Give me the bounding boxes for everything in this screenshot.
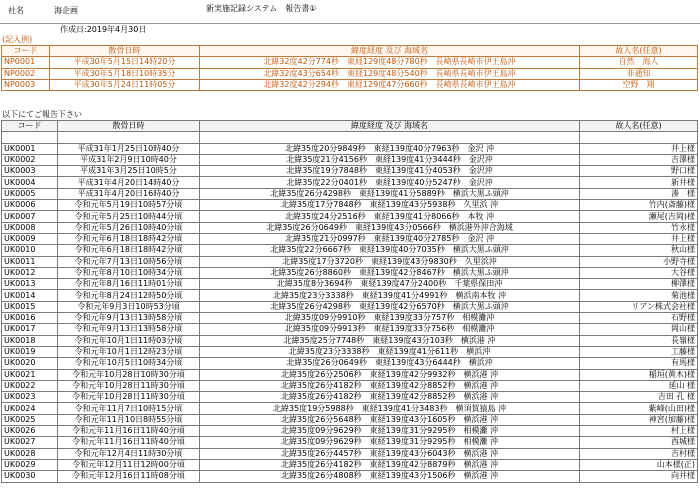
example-cell-code: NP0002 [2,68,50,79]
example-cell-location: 北緯32度42分774秒 東経129度48分780秒 長崎県長崎市伊王島沖 [200,57,580,68]
report-cell-code: UK0018 [2,335,58,346]
report-cell-location: 北緯35度20分9849秒 東経139度40分7963秒 金沢 沖 [200,143,580,154]
report-cell-location: 北緯35度23分3338秒 東経139度41分611秒 横浜沖 [200,346,580,357]
example-cell-code: NP0001 [2,57,50,68]
report-cell-datetime: 令和元年10月1日12時23分頃 [58,346,200,357]
report-row [2,346,698,357]
report-row [2,211,698,222]
report-cell-name: 竹永様 [580,222,698,233]
report-table [1,120,698,483]
report-cell-code: UK0004 [2,177,58,188]
report-cell-name: 竹内(斎藤)様 [580,200,698,211]
report-cell-datetime: 令和元年10月28日11時30分頃 [58,392,200,403]
report-cell-datetime: 令和元年9月3日10時53分頃 [58,301,200,312]
example-table [1,45,698,91]
report-cell-location: 北緯35度26分4808秒 東経139度43分1506秒 横浜港 沖 [200,471,580,482]
report-row [2,245,698,256]
report-cell-name: 長嶺様 [580,335,698,346]
report-cell-location: 北緯35度26分5648秒 東経139度43分1605秒 横浜港 沖 [200,414,580,425]
report-cell-location: 北緯35度24分2516秒 東経139度41分8066秒 本牧 沖 [200,211,580,222]
report-row [2,267,698,278]
example-section-label: (記入例) [2,35,33,45]
report-cell-code: UK0021 [2,369,58,380]
report-cell-datetime: 令和元年9月13日13時58分頃 [58,324,200,335]
report-cell-location: 北緯35度19分5988秒 東経139度41分3483秒 横須賀猿島 沖 [200,403,580,414]
created-date: 作成日:2019年4月30日 [60,25,147,34]
example-row [2,57,698,68]
report-cell-code: UK0011 [2,256,58,267]
report-cell-code: UK0027 [2,437,58,448]
report-cell-location: 北緯35度19分7848秒 東経139度41分4053秒 金沢沖 [200,166,580,177]
report-cell-location: 北緯35度26分4298秒 東経139度41分5889秒 横浜大黒ふ頭沖 [200,188,580,199]
report-row [2,233,698,244]
example-col-code: コード [2,46,50,57]
report-row [2,200,698,211]
example-cell-datetime: 平成30年5月24日11時05分 [50,79,200,90]
report-cell-location: 北緯35度09分9913秒 東経139度33分756秒 相模灘沖 [200,324,580,335]
report-cell-code: UK0013 [2,279,58,290]
report-cell-code: UK0028 [2,448,58,459]
report-cell-code: UK0017 [2,324,58,335]
report-row [2,414,698,425]
report-cell-name: 井上様 [580,143,698,154]
report-row [2,426,698,437]
report-cell-datetime: 令和元年7月13日10時56分頃 [58,256,200,267]
report-cell-location: 北緯35度26分4182秒 東経139度42分8852秒 横浜港 沖 [200,392,580,403]
report-cell-datetime: 令和元年12月16日11時08分頃 [58,471,200,482]
report-row [2,380,698,391]
report-cell-name: 小野寺様 [580,256,698,267]
system-title: 新実施記録システム 報告書① [206,4,317,13]
report-cell-name: 向井様 [580,471,698,482]
example-col-location: 緯度経度 及び 海域名 [200,46,580,57]
report-cell-name: 延山 様 [580,380,698,391]
report-cell-name: 瀬尾(吉岡)様 [580,211,698,222]
report-row [2,222,698,233]
report-cell-code: UK0023 [2,392,58,403]
report-cell-name: リアン株式会社様 [580,301,698,312]
report-cell-name: 岡山様 [580,324,698,335]
report-cell-name: 紫峰(山田)様 [580,403,698,414]
example-cell-code: NP0003 [2,79,50,90]
report-cell-datetime: 平成31年1月25日10時40分 [58,143,200,154]
report-cell-name: 神宮(加藤)様 [580,414,698,425]
report-cell-location: 北緯35度09分9910秒 東経139度33分757秒 相模灘沖 [200,313,580,324]
report-row [2,358,698,369]
report-cell-datetime: 平成31年4月20日16時40分 [58,188,200,199]
report-cell-name: 工藤様 [580,346,698,357]
report-cell-code: UK0024 [2,403,58,414]
report-cell-datetime: 令和元年8月16日11時01分頃 [58,279,200,290]
report-row [2,166,698,177]
report-cell-datetime: 令和元年8月24日12時50分頃 [58,290,200,301]
report-cell-datetime: 令和元年10月5日10時34分頃 [58,358,200,369]
report-col-code: コード [2,121,58,132]
report-cell-code: UK0020 [2,358,58,369]
report-cell-location: 北緯35度8分3694秒 東経139度47分2400秒 千葉県保田沖 [200,279,580,290]
report-cell-name: 山本様(正) [580,459,698,470]
example-col-datetime: 散骨日時 [50,46,200,57]
report-cell-code: UK0006 [2,200,58,211]
report-col-location: 緯度経度 及び 海域名 [200,121,580,132]
report-cell-code: UK0030 [2,471,58,482]
report-header-row [2,121,698,132]
report-cell-location: 北緯35度21分0997秒 東経139度40分2785秒 金沢 沖 [200,233,580,244]
report-cell-code: UK0022 [2,380,58,391]
report-cell-location: 北緯35度25分7748秒 東経139度43分103秒 横浜港 沖 [200,335,580,346]
report-cell-code: UK0015 [2,301,58,312]
report-cell-datetime: 令和元年12月11日12時00分頃 [58,459,200,470]
example-cell-name: 自然 海人 [580,57,698,68]
report-cell-code: UK0026 [2,426,58,437]
example-cell-name: 非通知 [580,68,698,79]
report-cell-datetime: 令和元年11月7日10時15分頃 [58,403,200,414]
report-cell-datetime: 令和元年5月25日10時44分頃 [58,211,200,222]
report-cell-location: 北緯35度26分0649秒 東経139度43分6444秒 横浜沖 [200,358,580,369]
report-cell-datetime: 平成31年2月9日10時40分 [58,154,200,165]
report-row [2,369,698,380]
report-cell-name: 湊 様 [580,188,698,199]
report-cell-name: 村上様 [580,426,698,437]
report-cell-code: UK0016 [2,313,58,324]
report-row [2,188,698,199]
report-cell-name: 柳澤様 [580,279,698,290]
report-row [2,290,698,301]
report-cell-code: UK0009 [2,233,58,244]
company-label: 社名 [8,6,24,15]
report-row [2,392,698,403]
report-cell-datetime: 令和元年5月26日10時40分頃 [58,222,200,233]
report-cell-datetime: 令和元年5月19日10時57分頃 [58,200,200,211]
report-cell-datetime: 令和元年6月18日18時42分頃 [58,245,200,256]
report-cell-name: 吉澤様 [580,154,698,165]
report-cell-location: 北緯35度09分9629秒 東経139度31分9295秒 相模灘 沖 [200,426,580,437]
report-cell-location: 北緯35度22分6667秒 東経139度40分7035秒 横浜大黒ふ頭沖 [200,245,580,256]
report-section-label: 以下にてご報告下さい [2,110,82,119]
report-cell-name: 西城様 [580,437,698,448]
report-cell-location: 北緯35度22分0401秒 東経139度40分5247秒 金沢沖 [200,177,580,188]
report-row [2,279,698,290]
example-cell-datetime: 平成30年5月15日14時20分 [50,57,200,68]
report-spacer-row [2,132,698,143]
example-cell-location: 北緯32度42分294秒 東経129度47分660秒 長崎県長崎市伊王島沖 [200,79,580,90]
example-cell-datetime: 平成30年5月18日10時35分 [50,68,200,79]
report-cell-datetime: 令和元年10月1日11時03分頃 [58,335,200,346]
report-cell-code: UK0025 [2,414,58,425]
report-cell-datetime: 令和元年11月16日11時40分頃 [58,437,200,448]
report-row [2,459,698,470]
report-row [2,403,698,414]
example-row [2,68,698,79]
report-cell-datetime: 令和元年10月28日11時30分頃 [58,380,200,391]
report-cell-location: 北緯35度26分8860秒 東経139度42分8467秒 横浜大黒ふ頭沖 [200,267,580,278]
report-cell-location: 北緯35度17分7848秒 東経139度43分5938秒 久里浜 沖 [200,200,580,211]
report-cell-name: 吉村様 [580,448,698,459]
report-cell-location: 北緯35度26分4182秒 東経139度42分8879秒 横浜港 沖 [200,459,580,470]
example-row [2,79,698,90]
report-cell-location: 北緯35度26分0649秒 東経139度43分0566秒 横浜港外沖合海域 [200,222,580,233]
report-cell-name: 秋山様 [580,245,698,256]
report-row [2,324,698,335]
report-col-name: 故人名(任意) [580,121,698,132]
report-cell-name: 吉田 孔 様 [580,392,698,403]
report-cell-datetime: 令和元年12月4日11時30分頃 [58,448,200,459]
report-cell-datetime: 令和元年8月10日10時34分頃 [58,267,200,278]
report-cell-datetime: 令和元年11月10日8時55分頃 [58,414,200,425]
example-cell-location: 北緯32度43分654秒 東経129度48分540秒 長崎県長崎市伊王島沖 [200,68,580,79]
report-cell-datetime: 令和元年9月13日13時58分頃 [58,313,200,324]
report-cell-name: 新井様 [580,177,698,188]
report-cell-location: 北緯35度26分4182秒 東経139度42分8852秒 横浜港 沖 [200,380,580,391]
report-cell-datetime: 令和元年11月16日11時40分頃 [58,426,200,437]
report-cell-name: 大谷様 [580,267,698,278]
example-cell-name: 空野 翔 [580,79,698,90]
report-row [2,471,698,482]
report-row [2,177,698,188]
report-row [2,256,698,267]
report-cell-code: UK0008 [2,222,58,233]
report-cell-code: UK0014 [2,290,58,301]
report-cell-name: 有馬様 [580,358,698,369]
report-cell-code: UK0010 [2,245,58,256]
report-col-datetime: 散骨日時 [58,121,200,132]
report-cell-code: UK0002 [2,154,58,165]
report-cell-name: 菊池様 [580,290,698,301]
report-cell-code: UK0012 [2,267,58,278]
report-cell-code: UK0001 [2,143,58,154]
report-cell-datetime: 平成31年3月25日10時5分 [58,166,200,177]
report-cell-location: 北緯35度09分9629秒 東経139度31分9295秒 相模灘 沖 [200,437,580,448]
company-label-cell [0,0,104,22]
report-cell-datetime: 平成31年4月20日14時40分 [58,177,200,188]
report-cell-name: 井上様 [580,233,698,244]
report-row [2,143,698,154]
report-cell-location: 北緯35度26分4457秒 東経139度43分6043秒 横浜港 沖 [200,448,580,459]
example-col-name: 故人名(任意) [580,46,698,57]
report-row [2,448,698,459]
report-row [2,154,698,165]
report-cell-code: UK0003 [2,166,58,177]
report-cell-datetime: 令和元年10月28日10時30分頃 [58,369,200,380]
report-cell-code: UK0019 [2,346,58,357]
example-header-row [2,46,698,57]
report-cell-code: UK0005 [2,188,58,199]
report-cell-location: 北緯35度26分2506秒 東経139度42分9932秒 横浜港 沖 [200,369,580,380]
company-value: 海企画 [54,6,78,15]
report-row [2,301,698,312]
report-row [2,437,698,448]
report-cell-datetime: 令和元年6月18日18時42分頃 [58,233,200,244]
report-cell-location: 北緯35度23分3338秒 東経139度41分4991秒 横浜南本牧 沖 [200,290,580,301]
report-row [2,335,698,346]
report-cell-name: 石野様 [580,313,698,324]
report-cell-location: 北緯35度17分3720秒 東経139度43分9830秒 久里浜沖 [200,256,580,267]
report-cell-name: 野口様 [580,166,698,177]
report-cell-location: 北緯35度26分4298秒 東経139度42分6570秒 横浜大黒ふ頭沖 [200,301,580,312]
report-cell-code: UK0007 [2,211,58,222]
report-cell-name: 稲垣(黄木)様 [580,369,698,380]
report-cell-location: 北緯35度21分4156秒 東経139度41分3444秒 金沢沖 [200,154,580,165]
report-row [2,313,698,324]
report-cell-code: UK0029 [2,459,58,470]
